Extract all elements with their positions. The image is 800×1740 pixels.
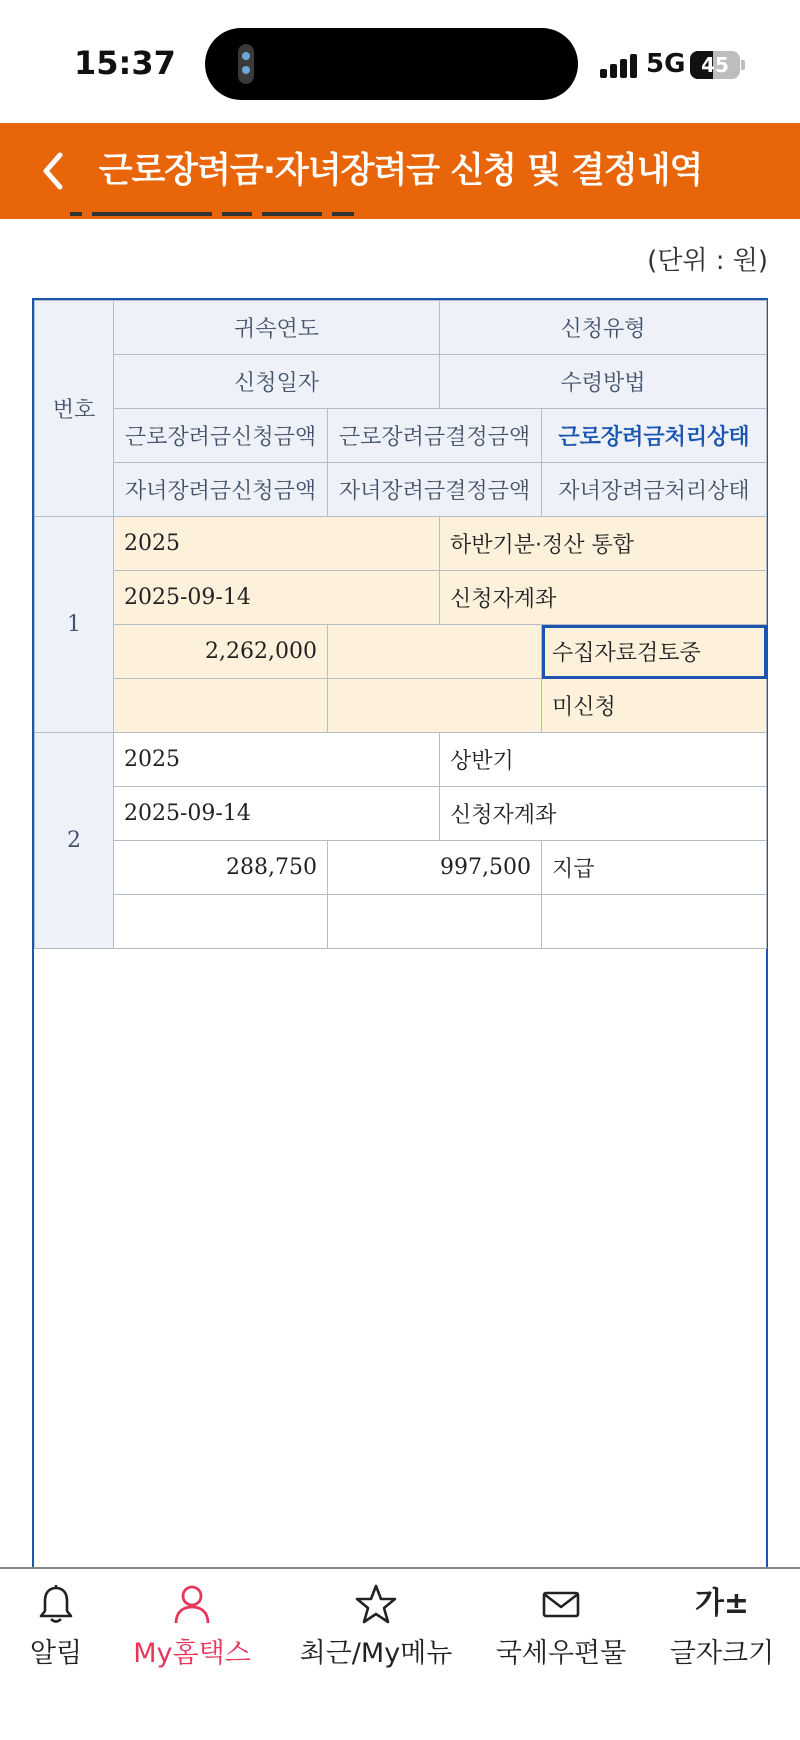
nav-label: 알림 <box>29 1638 83 1669</box>
row-earned-apply: 288,750 <box>114 841 328 895</box>
nav-label: 글자크기 <box>669 1638 775 1669</box>
header-number: 번호 <box>35 301 114 517</box>
row-child-status: 미신청 <box>542 679 767 733</box>
row-child-apply <box>114 895 328 949</box>
bell-icon <box>36 1583 76 1625</box>
nav-recent-my-menu[interactable] <box>296 1583 456 1673</box>
row-child-decided <box>328 895 542 949</box>
battery-icon <box>690 51 740 79</box>
row-date: 2025-09-14 <box>114 787 440 841</box>
row-earned-decided <box>328 625 542 679</box>
row-earned-status[interactable]: 수집자료검토중 <box>542 625 767 679</box>
row-number: 1 <box>35 517 114 733</box>
row-receive: 신청자계좌 <box>440 787 767 841</box>
table-row[interactable] <box>35 679 767 733</box>
row-type: 하반기분·정산 통합 <box>440 517 767 571</box>
nav-font-size[interactable] <box>664 1583 780 1673</box>
status-bar <box>0 0 800 123</box>
nav-my-hometax[interactable] <box>130 1583 254 1673</box>
row-receive: 신청자계좌 <box>440 571 767 625</box>
battery-level: 45 <box>701 53 729 77</box>
nav-notifications[interactable] <box>14 1583 98 1673</box>
person-icon <box>172 1583 212 1625</box>
header-child-decided: 자녀장려금결정금액 <box>328 463 542 517</box>
star-icon <box>355 1583 397 1625</box>
row-child-status <box>542 895 767 949</box>
row-year: 2025 <box>114 733 440 787</box>
row-child-decided <box>328 679 542 733</box>
unit-label: (단위 : 원) <box>647 246 768 276</box>
row-earned-status[interactable]: 지급 <box>542 841 767 895</box>
row-child-apply <box>114 679 328 733</box>
dynamic-island <box>205 28 578 100</box>
table-row[interactable] <box>35 787 767 841</box>
page-header <box>0 123 800 219</box>
header-child-apply: 자녀장려금신청금액 <box>114 463 328 517</box>
clipped-text-line <box>70 212 450 222</box>
chevron-left-icon <box>30 143 86 199</box>
header-earned-decided: 근로장려금결정금액 <box>328 409 542 463</box>
header-year: 귀속연도 <box>114 301 440 355</box>
application-table <box>32 298 768 1568</box>
header-child-status: 자녀장려금처리상태 <box>542 463 767 517</box>
table-row[interactable] <box>35 517 767 571</box>
header-type: 신청유형 <box>440 301 767 355</box>
nav-label: 최근/My메뉴 <box>299 1638 453 1669</box>
row-number: 2 <box>35 733 114 949</box>
back-button[interactable] <box>30 143 86 199</box>
nav-label: 국세우편물 <box>495 1638 627 1669</box>
table-row[interactable] <box>35 625 767 679</box>
row-earned-decided: 997,500 <box>328 841 542 895</box>
header-receive: 수령방법 <box>440 355 767 409</box>
row-type: 상반기 <box>440 733 767 787</box>
header-earned-status: 근로장려금처리상태 <box>542 409 767 463</box>
table-row[interactable] <box>35 841 767 895</box>
table-row[interactable] <box>35 895 767 949</box>
header-earned-apply: 근로장려금신청금액 <box>114 409 328 463</box>
table-row[interactable] <box>35 733 767 787</box>
nav-tax-mail[interactable] <box>490 1583 632 1673</box>
table-row[interactable] <box>35 571 767 625</box>
font-size-icon: 가± <box>694 1586 750 1621</box>
network-label: 5G <box>646 49 686 79</box>
live-activity-icon <box>238 44 254 84</box>
bottom-nav <box>0 1567 800 1740</box>
row-year: 2025 <box>114 517 440 571</box>
page-title: 근로장려금·자녀장려금 신청 및 결정내역 <box>98 151 703 191</box>
battery-nub <box>741 60 745 70</box>
signal-icon <box>600 54 640 78</box>
nav-label: My홈택스 <box>133 1638 251 1669</box>
row-earned-apply: 2,262,000 <box>114 625 328 679</box>
envelope-icon <box>541 1583 581 1625</box>
header-date: 신청일자 <box>114 355 440 409</box>
row-date: 2025-09-14 <box>114 571 440 625</box>
status-time: 15:37 <box>74 44 176 82</box>
